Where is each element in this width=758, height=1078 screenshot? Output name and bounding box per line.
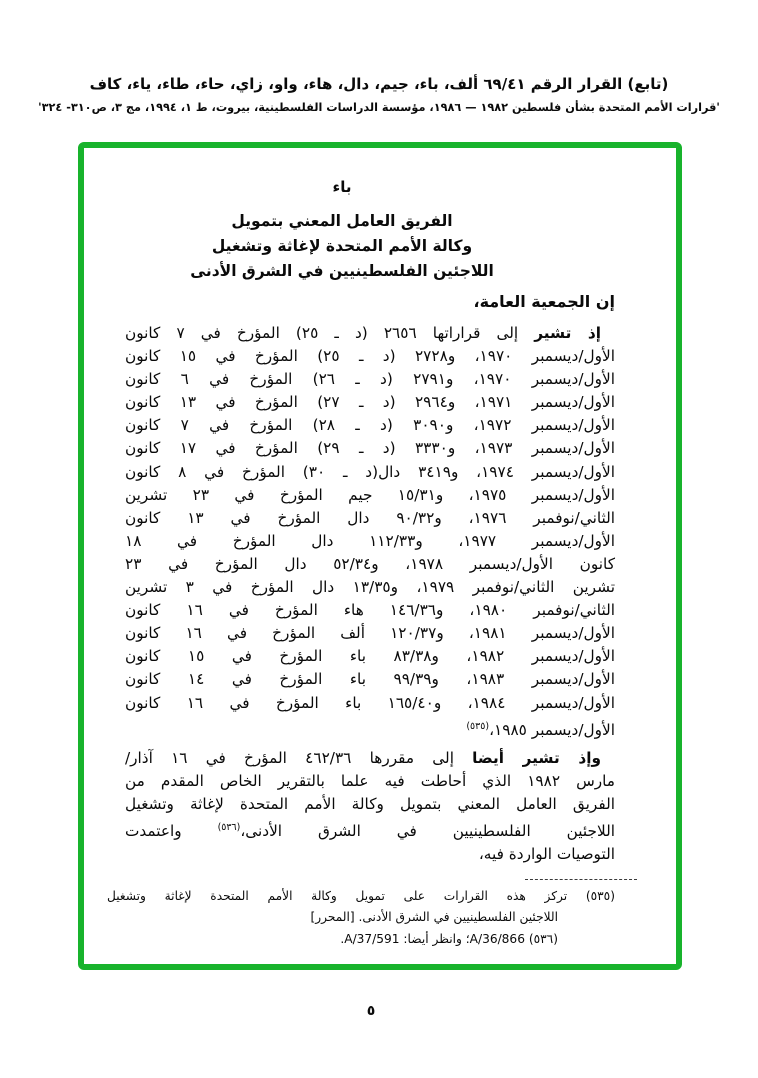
text-line: الأول/ديسمبر ١٩٧١، و٢٩٦٤ (د ـ ٢٧) المؤرخ في ١٣ كانون bbox=[125, 393, 615, 412]
text-line: اللاجئين الفلسطينيين في الشرق الأدنى،$^{(٥٣٦)}$ واعتمدت bbox=[125, 822, 615, 841]
footnote-line: اللاجئين الفلسطينيين في الشرق الأدنى. [المحرر] bbox=[310, 910, 558, 925]
text-line: الأول/ديسمبر ١٩٨٥،$^{(٥٣٥)}$ bbox=[466, 720, 615, 739]
recalling-paragraph bbox=[125, 322, 615, 742]
text-line: وإذ تشير أيضا إلى مقررها ٤٦٢/٣٦ المؤرخ في ١٦ آذار/ bbox=[125, 749, 601, 767]
title-line: وكالة الأمم المتحدة لإغاثة وتشغيل bbox=[211, 237, 473, 255]
text-line: الأول/ديسمبر ١٩٧٢، و٣٠٩٠ (د ـ ٢٨) المؤرخ في ٧ كانون bbox=[125, 416, 615, 435]
resolution-title bbox=[125, 209, 559, 284]
opening-line: إن الجمعية العامة، bbox=[473, 292, 615, 311]
text-line: الأول/ديسمبر ١٩٧٣، و٣٣٣٠ (د ـ ٢٩) المؤرخ في ١٧ كانون bbox=[125, 439, 615, 458]
title-line: الفريق العامل المعني بتمويل bbox=[231, 212, 453, 230]
text-line: كانون الأول/ديسمبر ١٩٧٨، و٥٢/٣٤ دال المؤرخ في ٢٣ bbox=[125, 554, 615, 573]
resolution-header: (تابع) القرار الرقم ٦٩/٤١ ألف، باء، جيم، دال، هاء، واو، زاي، حاء، طاء، ياء، كاف bbox=[89, 75, 669, 93]
text-line: إذ تشير إلى قراراتها ٢٦٥٦ (د ـ ٢٥) المؤرخ في ٧ كانون bbox=[125, 324, 601, 342]
text-line: الأول/ديسمبر ١٩٧٠، و٢٧٩١ (د ـ ٢٦) المؤرخ في ٦ كانون bbox=[125, 370, 615, 389]
text-line: الفريق العامل المعني بتمويل وكالة الأمم المتحدة لإغاثة وتشغيل bbox=[125, 795, 615, 814]
footnote-line: (٥٣٥) تركز هذه القرارات على تمويل وكالة الأمم المتحدة لإغاثة وتشغيل bbox=[107, 889, 615, 903]
text-line: الأول/ديسمبر ١٩٨١، و١٢٠/٣٧ ألف المؤرخ في ١٦ كانون bbox=[125, 624, 615, 643]
text-line: الأول/ديسمبر ١٩٧٧، و١١٢/٣٣ دال المؤرخ في ١٨ bbox=[125, 531, 616, 550]
text-line: تشرين الثاني/نوفمبر ١٩٧٩، و١٣/٣٥ دال المؤرخ في ٣ تشرين bbox=[125, 578, 616, 597]
footnotes-block bbox=[107, 886, 615, 950]
recalling-also-paragraph bbox=[125, 747, 615, 867]
title-line: اللاجئين الفلسطينيين في الشرق الأدنى bbox=[190, 262, 494, 280]
text-line: الأول/ديسمبر ١٩٧٤، و٣٤١٩ دال(د ـ ٣٠) المؤرخ في ٨ كانون bbox=[125, 462, 616, 481]
page-number: ٥ bbox=[366, 1003, 376, 1019]
text-line: مارس ١٩٨٢ الذي أحاطت فيه علما بالتقرير الخاص المقدم من bbox=[125, 772, 615, 791]
text-line: الأول/ديسمبر ١٩٧٥، و١٥/٣١ جيم المؤرخ في ٢٣ تشرين bbox=[125, 485, 616, 504]
text-line: الثاني/نوفمبر ١٩٨٠، و١٤٦/٣٦ هاء المؤرخ في ١٦ كانون bbox=[125, 601, 615, 620]
text-line: الأول/ديسمبر ١٩٨٤، و١٦٥/٤٠ باء المؤرخ في ١٦ كانون bbox=[125, 693, 616, 712]
section-letter: باء bbox=[332, 178, 352, 196]
footnote-separator bbox=[525, 879, 637, 880]
citation-header: 'قرارات الأمم المتحدة بشأن فلسطين ١٩٨٢ — ١٩٨٦، مؤسسة الدراسات الفلسطينية، بيروت، ط ١، ١٩٩٤، مج ٣، ص٣١٠- ٣٢٤' bbox=[38, 101, 720, 114]
text-line: الأول/ديسمبر ١٩٨٢، و٨٣/٣٨ باء المؤرخ في ١٥ كانون bbox=[125, 647, 616, 666]
text-line: التوصيات الواردة فيه، bbox=[478, 845, 615, 864]
text-line: الثاني/نوفمبر ١٩٧٦، و٩٠/٣٢ دال المؤرخ في ١٣ كانون bbox=[125, 508, 616, 527]
text-line: الأول/ديسمبر ١٩٨٣، و٩٩/٣٩ باء المؤرخ في ١٤ كانون bbox=[125, 670, 616, 689]
text-line: الأول/ديسمبر ١٩٧٠، و٢٧٢٨ (د ـ ٢٥) المؤرخ في ١٥ كانون bbox=[125, 347, 615, 366]
footnote-line: (٥٣٦) A/36/866؛ وانظر أيضا: A/37/591. bbox=[340, 931, 558, 946]
